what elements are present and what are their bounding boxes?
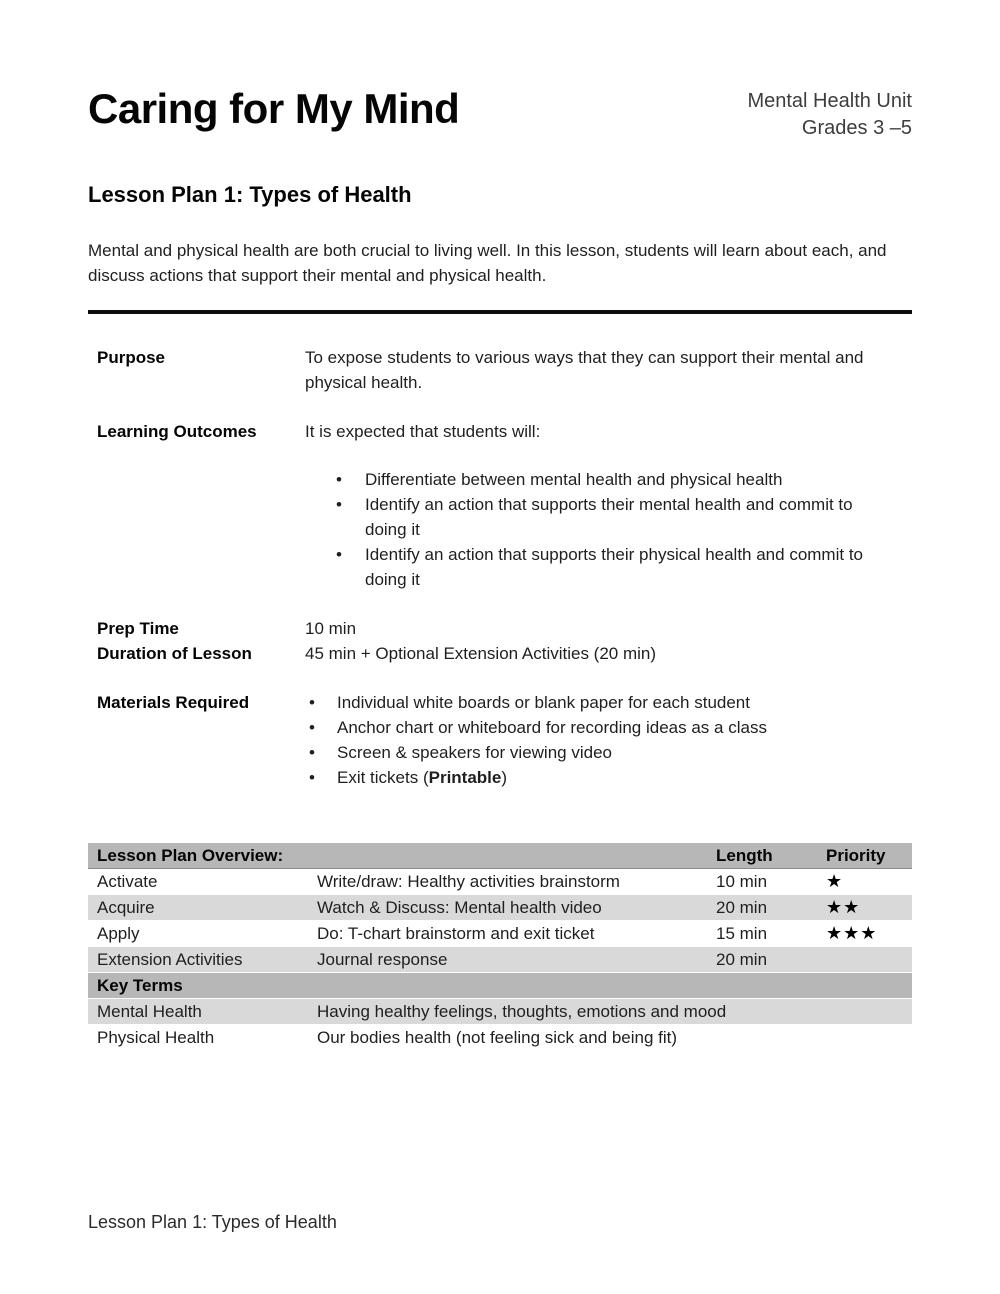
length-cell: 20 min — [716, 897, 768, 917]
activity-cell: Apply — [97, 923, 140, 943]
table-header-row — [88, 843, 912, 869]
materials-list — [305, 690, 912, 790]
document-title: Caring for My Mind — [88, 85, 460, 132]
description-cell: Journal response — [317, 949, 448, 969]
key-terms-header-cell: Key Terms — [97, 975, 183, 995]
page-footer: Lesson Plan 1: Types of Health — [88, 1212, 337, 1232]
length-cell: 20 min — [716, 949, 768, 969]
learning-outcomes-label: Learning Outcomes — [97, 422, 257, 441]
term-cell: Mental Health — [97, 1001, 202, 1021]
priority-cell: ★ — [826, 871, 844, 891]
overview-title-cell: Lesson Plan Overview: — [97, 845, 284, 865]
priority-column-header: Priority — [826, 845, 886, 865]
material-item: • Screen & speakers for viewing video — [305, 740, 912, 765]
activity-cell: Extension Activities — [97, 949, 243, 969]
outcomes-list — [305, 467, 912, 592]
learning-outcomes-row — [88, 419, 912, 592]
length-column-header: Length — [716, 845, 773, 865]
overview-row — [88, 921, 912, 947]
overview-row — [88, 869, 912, 895]
description-cell: Write/draw: Healthy activities brainstorm — [317, 871, 620, 891]
material-item: • Individual white boards or blank paper for each student — [305, 690, 912, 715]
intro-paragraph: Mental and physical health are both crucial to living well. In this lesson, students will learn about each, and discuss actions that support their mental and physical health. — [88, 241, 887, 285]
overview-row — [88, 895, 912, 921]
outcome-item: • Identify an action that supports their mental health and commit to doing it — [305, 492, 865, 542]
outcome-item: • Differentiate between mental health and physical health — [305, 467, 865, 492]
length-cell: 15 min — [716, 923, 768, 943]
material-item: • Anchor chart or whiteboard for recording ideas as a class — [305, 715, 912, 740]
description-cell: Watch & Discuss: Mental health video — [317, 897, 602, 917]
definition-cell: Our bodies health (not feeling sick and being fit) — [317, 1027, 678, 1047]
key-term-row — [88, 1025, 912, 1051]
overview-row — [88, 947, 912, 973]
key-terms-header-row — [88, 973, 912, 999]
lesson-overview-table — [88, 842, 912, 1051]
material-item: • Exit tickets (Printable) — [305, 765, 912, 790]
grade-range: Grades 3 –5 — [801, 117, 912, 139]
priority-cell: ★★★ — [826, 923, 878, 943]
duration-value: 45 min + Optional Extension Activities (20 min) — [305, 644, 657, 663]
materials-label: Materials Required — [97, 693, 250, 712]
purpose-row — [88, 345, 912, 395]
unit-name: Mental Health Unit — [747, 90, 912, 112]
term-cell: Physical Health — [97, 1027, 215, 1047]
prep-time-value: 10 min — [305, 619, 357, 638]
length-cell: 10 min — [716, 871, 768, 891]
activity-cell: Activate — [97, 871, 158, 891]
purpose-label: Purpose — [97, 348, 166, 367]
learning-outcomes-intro: It is expected that students will: — [305, 422, 541, 441]
definition-cell: Having healthy feelings, thoughts, emotions and mood — [317, 1001, 727, 1021]
activity-cell: Acquire — [97, 897, 155, 917]
key-term-row — [88, 999, 912, 1025]
outcome-item: • Identify an action that supports their physical health and commit to doing it — [305, 542, 865, 592]
lesson-heading: Lesson Plan 1: Types of Health — [88, 182, 412, 207]
lesson-details — [88, 345, 912, 790]
duration-row — [88, 641, 912, 666]
materials-row — [88, 690, 912, 790]
priority-cell: ★★ — [826, 897, 861, 917]
unit-info — [747, 86, 912, 142]
prep-time-row — [88, 616, 912, 641]
document-header — [88, 0, 912, 142]
purpose-value — [305, 345, 912, 395]
section-divider — [88, 310, 912, 314]
prep-time-label: Prep Time — [97, 619, 179, 638]
learning-outcomes-value — [305, 419, 912, 592]
purpose-text: To expose students to various ways that they can support their mental and physical health. — [305, 348, 864, 392]
materials-value — [305, 690, 912, 790]
description-cell: Do: T-chart brainstorm and exit ticket — [317, 923, 595, 943]
priority-cell — [817, 947, 912, 973]
duration-label: Duration of Lesson — [97, 644, 252, 663]
